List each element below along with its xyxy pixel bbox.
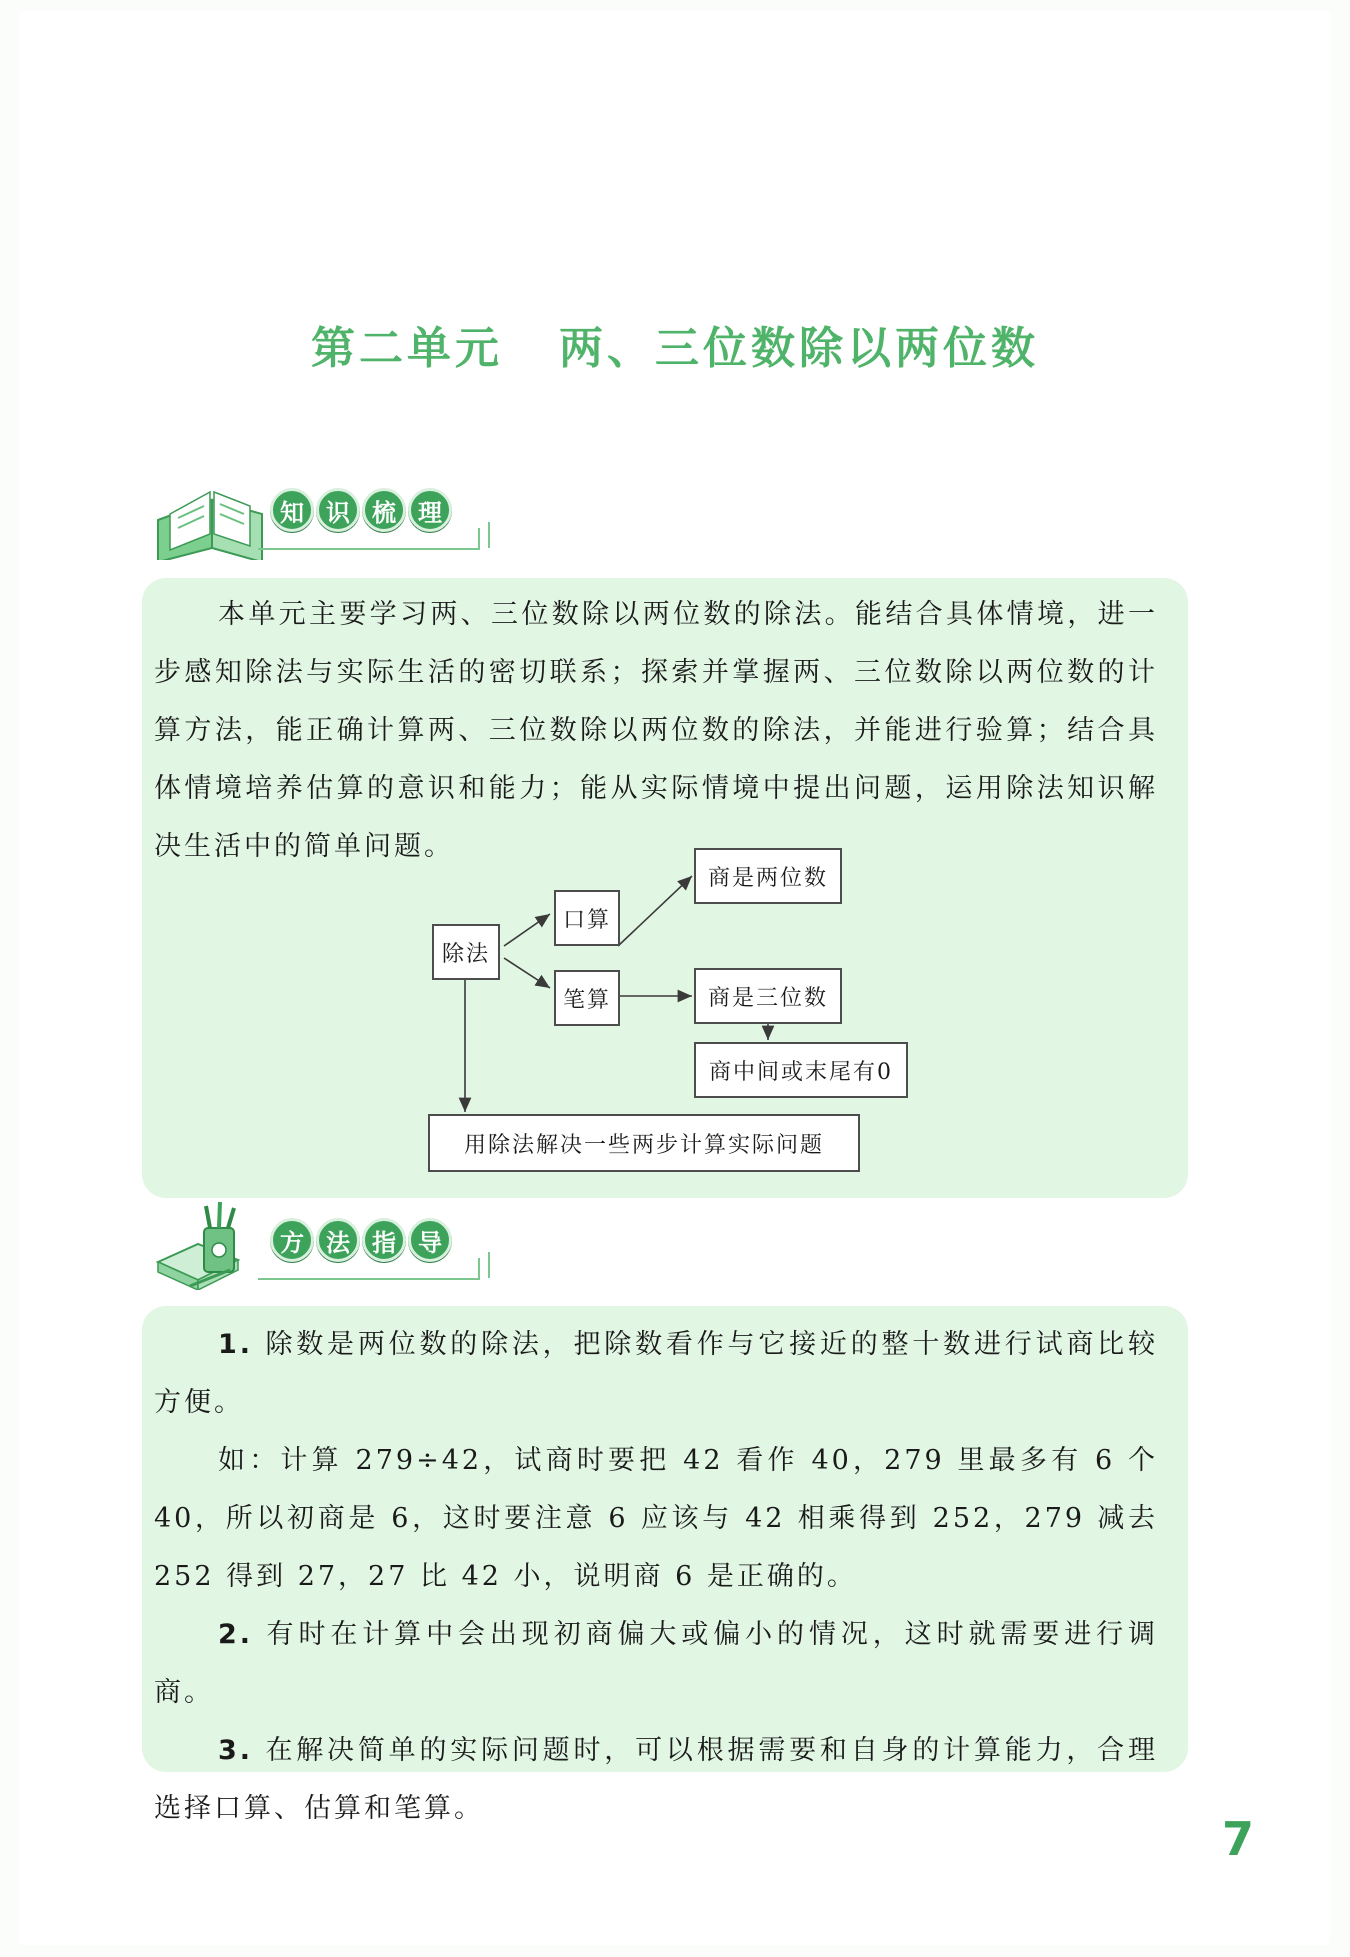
- knowledge-paragraph: 本单元主要学习两、三位数除以两位数的除法。能结合具体情境，进一步感知除法与实际生活的密切联系；探索并掌握两、三位数除以两位数的计算方法，能正确计算两、三位数除以两位数的除法，并能进行验算；结合具体情境培养估算的意识和能力；能从实际情境中提出问题，运用除法知识解决生活中的简单问题。: [154, 599, 1158, 862]
- flow-node-apply: 用除法解决一些两步计算实际问题: [428, 1114, 860, 1172]
- flow-node-division: 除法: [432, 924, 500, 980]
- flow-node-three-digit: 商是三位数: [694, 968, 842, 1024]
- method-item-2: [154, 1606, 1158, 1722]
- item-number: 3.: [218, 1735, 254, 1766]
- knowledge-panel: [142, 578, 1188, 1198]
- flow-node-oral: 口算: [554, 890, 620, 946]
- section-bracket: [258, 528, 480, 550]
- method-example: 如：计算 279÷42，试商时要把 42 看作 40，279 里最多有 6 个 40，所以初商是 6，这时要注意 6 应该与 42 相乘得到 252，279 减去 252 得到 27，27 比 42 小，说明商 6 是正确的。: [154, 1445, 1158, 1592]
- chapter-unit: 第二单元: [311, 323, 503, 374]
- section-badge-char: 理: [408, 488, 452, 532]
- flow-node-two-digit: 商是两位数: [694, 848, 842, 904]
- open-book-icon: [150, 470, 270, 560]
- section-badge-char: 知: [270, 488, 314, 532]
- item-text: 在解决简单的实际问题时，可以根据需要和自身的计算能力，合理选择口算、估算和笔算。: [154, 1735, 1158, 1824]
- item-text: 除数是两位数的除法，把除数看作与它接近的整十数进行试商比较方便。: [154, 1329, 1158, 1418]
- item-number: 2.: [218, 1619, 254, 1650]
- method-panel: [142, 1306, 1188, 1824]
- section-badge-char: 识: [316, 488, 360, 532]
- method-item-3: [154, 1722, 1158, 1838]
- section-bracket: [258, 1258, 480, 1280]
- item-text: 有时在计算中会出现初商偏大或偏小的情况，这时就需要进行调商。: [154, 1619, 1158, 1708]
- chapter-title: [0, 312, 1350, 376]
- item-number: 1.: [218, 1329, 254, 1360]
- section-badge-char: 方: [270, 1218, 314, 1262]
- flow-node-zero: 商中间或末尾有0: [694, 1042, 908, 1098]
- method-item-1: [154, 1316, 1158, 1432]
- section-badge-char: 导: [408, 1218, 452, 1262]
- flow-connectors: [142, 578, 1188, 1198]
- section-badge-char: 指: [362, 1218, 406, 1262]
- chapter-topic: 两、三位数除以两位数: [559, 323, 1039, 374]
- section-badge-char: 梳: [362, 488, 406, 532]
- section-badge-char: 法: [316, 1218, 360, 1262]
- pencil-cup-icon: [150, 1200, 270, 1290]
- section-header-method: [150, 1200, 480, 1290]
- flow-node-written: 笔算: [554, 970, 620, 1026]
- page-number: 7: [1221, 1812, 1254, 1866]
- section-header-knowledge: [150, 470, 480, 560]
